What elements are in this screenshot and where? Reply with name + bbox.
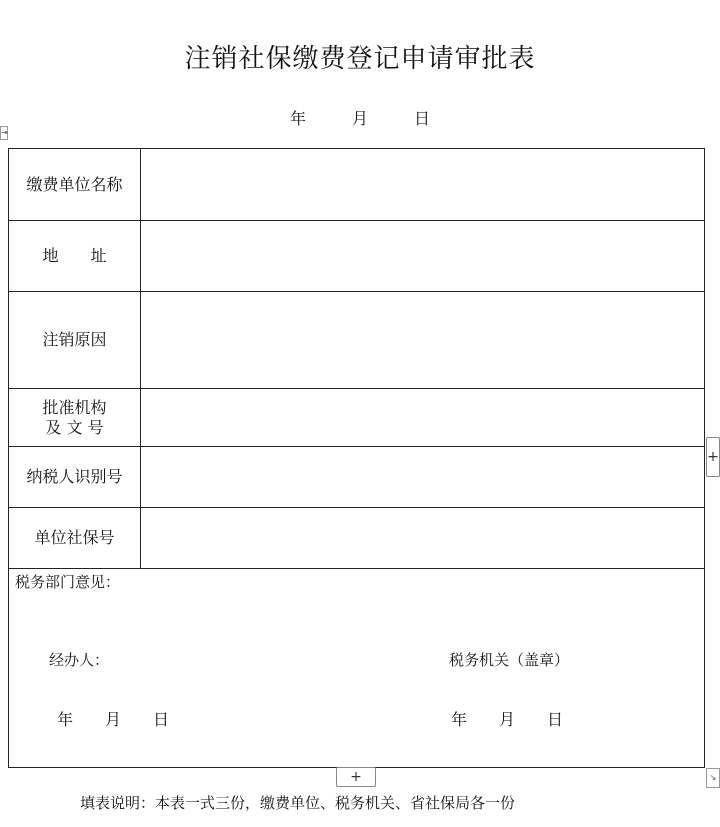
field-social-security-no[interactable] (141, 508, 705, 569)
label-approval-authority (9, 389, 141, 447)
table-row (9, 292, 705, 389)
label-approval-line1: 批准机构 (42, 397, 107, 417)
header-date-day: 日 (413, 109, 430, 128)
label-cancel-reason: 注销原因 (9, 292, 141, 389)
field-taxpayer-id[interactable] (141, 447, 705, 508)
application-form-table (8, 148, 705, 768)
field-address[interactable] (141, 221, 705, 292)
handler-date (57, 707, 169, 730)
table-row (9, 149, 705, 221)
table-row (9, 447, 705, 508)
tax-opinion-cell[interactable] (9, 569, 705, 768)
field-company-name[interactable] (141, 149, 705, 221)
add-row-button[interactable]: + (336, 767, 376, 787)
handler-date-month: 月 (104, 710, 121, 729)
stamp-date (451, 707, 563, 730)
table-resize-handle[interactable]: ↘ (706, 768, 720, 788)
field-approval-authority[interactable] (141, 389, 705, 447)
handler-label: 经办人： (49, 651, 110, 669)
header-date (290, 106, 430, 129)
table-row (9, 389, 705, 447)
add-column-button[interactable]: + (706, 437, 720, 477)
handler-date-day: 日 (152, 710, 169, 729)
stamp-date-year: 年 (451, 710, 468, 729)
table-move-handle[interactable]: ⇥ (0, 126, 8, 140)
stamp-label: 税务机关（盖章） (449, 651, 570, 669)
fill-instructions: 填表说明：本表一式三份，缴费单位、税务机关、省社保局各一份 (80, 794, 516, 812)
label-company-name: 缴费单位名称 (9, 149, 141, 221)
label-approval-line2: 及 文 号 (45, 417, 104, 437)
tax-opinion-header: 税务部门意见： (15, 573, 121, 591)
header-date-month: 月 (351, 109, 368, 128)
label-social-security-no: 单位社保号 (9, 508, 141, 569)
label-address: 地 址 (9, 221, 141, 292)
document-title: 注销社保缴费登记申请审批表 (184, 44, 536, 74)
stamp-date-day: 日 (546, 710, 563, 729)
table-row (9, 508, 705, 569)
header-date-year: 年 (290, 109, 307, 128)
stamp-date-month: 月 (498, 710, 515, 729)
field-cancel-reason[interactable] (141, 292, 705, 389)
handler-date-year: 年 (57, 710, 74, 729)
table-row (9, 569, 705, 768)
table-row (9, 221, 705, 292)
label-taxpayer-id: 纳税人识别号 (9, 447, 141, 508)
